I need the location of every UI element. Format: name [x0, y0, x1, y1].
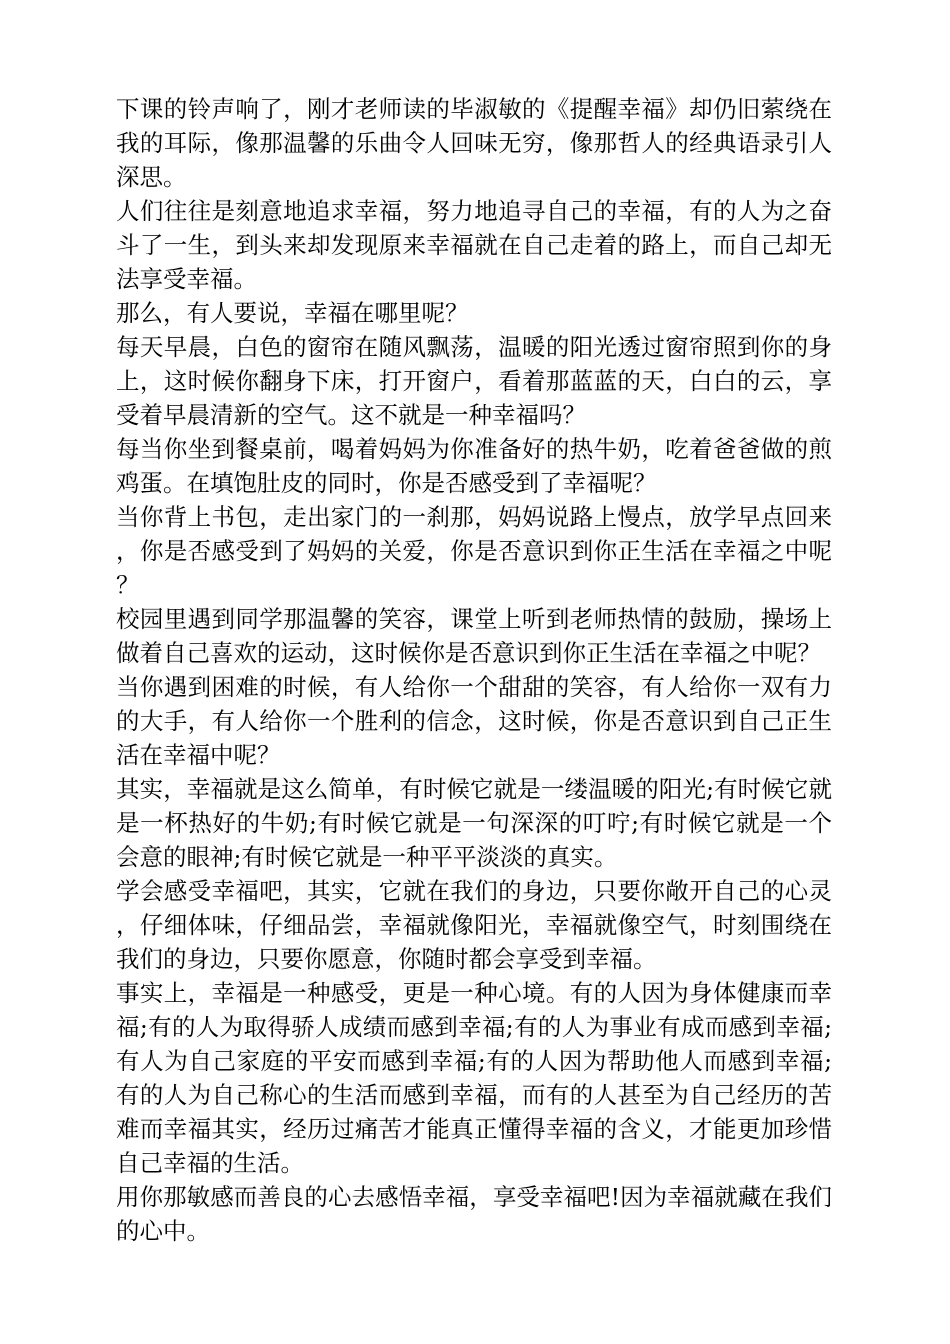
paragraph-10: 学会感受幸福吧，其实，它就在我们的身边，只要你敞开自己的心灵，仔细体味，仔细品尝，幸福就像阳光，幸福就像空气，时刻围绕在我们的身边，只要你愿意，你随时都会享受到幸福。 — [116, 877, 832, 973]
paragraph-2: 人们往往是刻意地追求幸福，努力地追寻自己的幸福，有的人为之奋斗了一生，到头来却发现原来幸福就在自己走着的路上，而自己却无法享受幸福。 — [116, 197, 832, 293]
paragraph-3: 那么，有人要说，幸福在哪里呢？ — [116, 299, 469, 327]
paragraph-7: 校园里遇到同学那温馨的笑容，课堂上听到老师热情的鼓励，操场上做着自己喜欢的运动，这时候你是否意识到你正生活在幸福之中呢？ — [116, 605, 832, 667]
paragraph-1: 下课的铃声响了，刚才老师读的毕淑敏的《提醒幸福》却仍旧萦绕在我的耳际，像那温馨的乐曲令人回味无穷，像那哲人的经典语录引人深思。 — [116, 95, 832, 191]
paragraph-8: 当你遇到困难的时候，有人给你一个甜甜的笑容，有人给你一双有力的大手，有人给你一个胜利的信念，这时候，你是否意识到自己正生活在幸福中呢？ — [116, 673, 832, 769]
paragraph-5: 每当你坐到餐桌前，喝着妈妈为你准备好的热牛奶，吃着爸爸做的煎鸡蛋。在填饱肚皮的同时，你是否感受到了幸福呢？ — [116, 435, 832, 497]
paragraph-9: 其实，幸福就是这么简单，有时候它就是一缕温暖的阳光;有时候它就是一杯热好的牛奶;有时候它就是一句深深的叮咛;有时候它就是一个会意的眼神;有时候它就是一种平平淡淡的真实。 — [116, 775, 832, 871]
paragraph-6: 当你背上书包，走出家门的一刹那，妈妈说路上慢点，放学早点回来，你是否感受到了妈妈的关爱，你是否意识到你正生活在幸福之中呢？ — [116, 503, 832, 599]
document-body — [116, 92, 832, 1248]
paragraph-12: 用你那敏感而善良的心去感悟幸福，享受幸福吧!因为幸福就藏在我们的心中。 — [116, 1183, 832, 1245]
paragraph-4: 每天早晨，白色的窗帘在随风飘荡，温暖的阳光透过窗帘照到你的身上，这时候你翻身下床，打开窗户，看着那蓝蓝的天，白白的云，享受着早晨清新的空气。这不就是一种幸福吗？ — [116, 333, 832, 429]
paragraph-11: 事实上，幸福是一种感受，更是一种心境。有的人因为身体健康而幸福;有的人为取得骄人成绩而感到幸福;有的人为事业有成而感到幸福;有人为自己家庭的平安而感到幸福;有的人因为帮助他人而感到幸福;有的人为自己称心的生活而感到幸福，而有的人甚至为自己经历的苦难而幸福其实，经历过痛苦才能真正懂得幸福的含义，才能更加珍惜自己幸福的生活。 — [116, 979, 832, 1177]
